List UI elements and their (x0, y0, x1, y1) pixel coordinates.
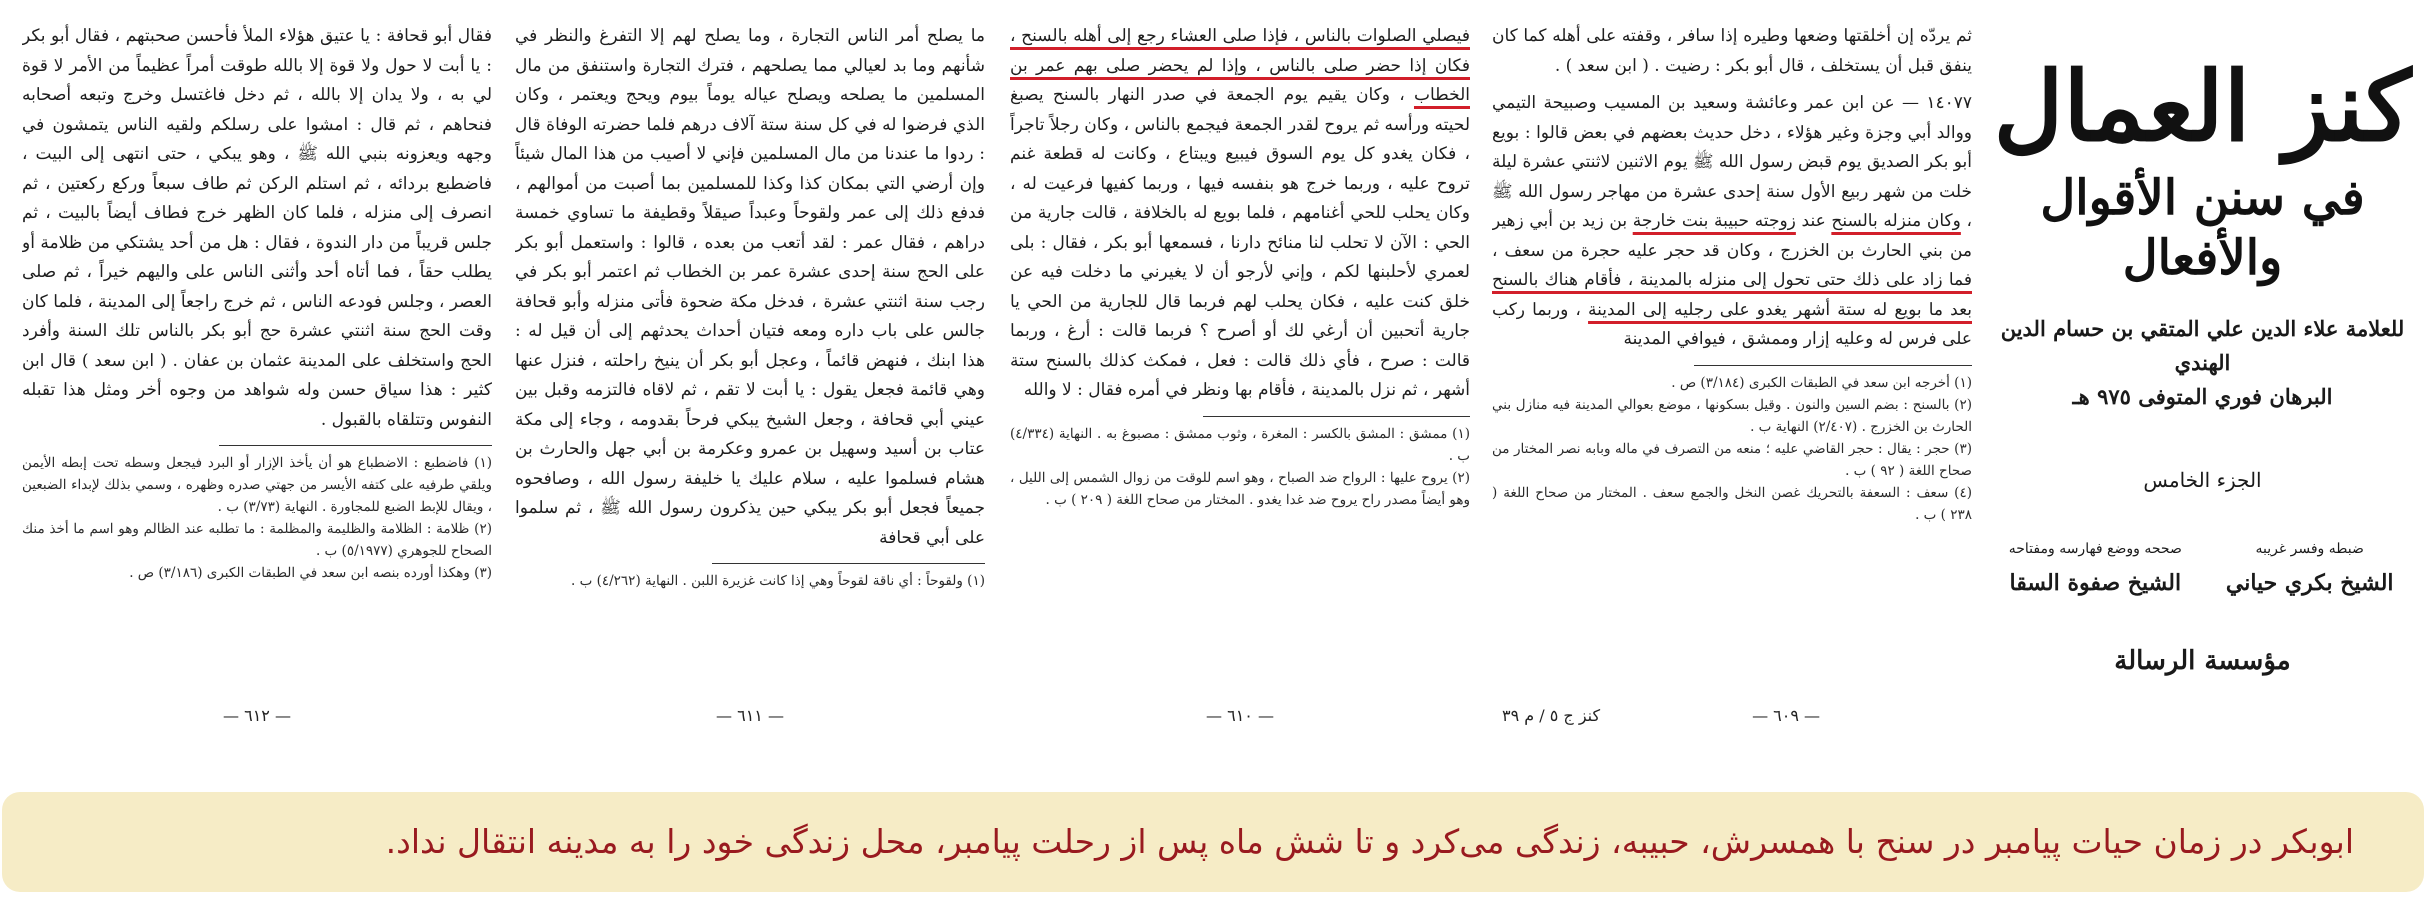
page-611-paragraph-1: ما يصلح أمر الناس التجارة ، وما يصلح لهم إلا التفرغ والنظر في شأنهم وما بد لعيالي مما يصلحهم ، فترك التجارة واستنفق من مال المسلمين ما يصلحه ويصلح عياله يوماً بيوم ويحج ويعتمر ، وكان الذي فرضوا له في كل سنة ستة آلاف درهم فلما حضرته الوفاة قال : ردوا ما عندنا من مال المسلمين فإني لا أصيب من هذا المال شيئاً وإن أرضي التي بمكان كذا وكذا للمسلمين بما أصبت من أموالهم ، فدفع ذلك إلى عمر ولقوحاً وعبداً صيقلاً وقطيفة ما تساوي خمسة دراهم ، فقال عمر : لقد أتعب من بعده ، قالوا : واستعمل أبو بكر على الحج سنة إحدى عشرة عمر بن الخطاب ثم اعتمر أبو بكر في رجب سنة اثنتي عشرة ، فدخل مكة ضحوة فأتى منزله وأبو قحافة جالس على باب داره ومعه فتيان أحداث يحدثهم إلى أن قيل له : هذا ابنك ، فنهض قائماً ، وعجل أبو بكر أن ينيخ راحلته ، فنزل عنها وهي قائمة فجعل يقول : يا أبت لا تقم ، ثم لاقاه فالتزمه وقبل بين عيني أبي قحافة ، وجعل الشيخ يبكي فرحاً بقدومه ، وجاء إلى مكة عتاب بن أسيد وسهيل بن عمرو وعكرمة بن أبي جهل والحارث بن هشام فسلموا عليه ، سلام عليك يا خليفة رسول الله ، وصافحوه جميعاً فجعل أبو بكر يبكي حين يذكرون رسول الله ﷺ ، ثم سلموا على أبي قحافة (515, 26, 985, 548)
highlight-prayer-leader: فيصلي الصلوات بالناس ، فإذا صلى العشاء رجع إلى أهله بالسنح ، فكان إذا حضر صلى بالناس ، وإذا لم يحضر صلى بهم عمر بن الخطاب (1010, 26, 1470, 105)
footnote-2: (٢) ظلامة : الظلامة والظليمة والمظلمة : ما تطلبه عند الظالم وهو اسم ما أخذ منك الصحاح للجوهري (٥/١٩٧٧) ب . (22, 521, 492, 559)
footnote-4: (٤) سعف : السعفة بالتحريك غصن النخل والجمع سعف . المختار من صحاح اللغة ( ٢٣٨ ) ب . (1492, 484, 1972, 523)
book-title-calligraphy: كنز العمال (1993, 50, 2412, 163)
page-609 (1492, 22, 1972, 732)
credit-left-role: صححه ووضع فهارسه ومفتاحه (2008, 541, 2182, 557)
page-612-paragraph-1: فقال أبو قحافة : يا عتيق هؤلاء الملأ فأحسن صحبتهم ، فقال أبو بكر : يا أبت لا حول ولا قوة إلا بالله طوقت أمراً عظيماً من الأمر لا قوة لي به ، ولا يدان إلا بالله ، ثم دخل فاغتسل وخرج وتبعه أصحابه فنحاهم ، ثم قال : امشوا على رسلكم ولقيه الناس يتمشون في وجهه ويعزونه بنبي الله ﷺ ، وهو يبكي ، حتى انتهى إلى البيت ، فاضطبع بردائه ، ثم استلم الركن ثم طاف سبعاً وركع ركعتين ، ثم انصرف إلى منزله ، فلما كان الظهر خرج فطاف أيضاً بالبيت ، ثم جلس قريباً من دار الندوة ، فقال : هل من أحد يشتكي من ظلامة أو يطلب حقاً ، فما أتاه أحد وأثنى الناس على واليهم خيراً ، ثم صلى العصر ، وجلس فودعه الناس ، ثم خرج راجعاً إلى المدينة ، فلما كان وقت الحج سنة اثنتي عشرة حج أبو بكر بالناس تلك السنة وأفرد الحج واستخلف على المدينة عثمان بن عفان . ( ابن سعد ) قال ابن كثير : هذا سياق حسن وله شواهد من وجوه أخر ومثل هذا تقبله النفوس وتتلقاه بالقبول . (22, 26, 492, 430)
highlight-wife-habiba: زوجته حبيبة بنت خارجة (1632, 211, 1796, 231)
page-number-text: — ٦٠٩ — (1752, 705, 1821, 725)
footnote-1: (١) أخرجه ابن سعد في الطبقات الكبرى (٣/١٨٤) ص . (1671, 374, 1972, 391)
persian-caption: ابوبکر در زمان حیات پیامبر در سنح با همسرش، حبیبه، زندگی می‌کرد و تا شش ماه پس از رحلت پیامبر، محل زندگی خود را به مدینه انتقال نداد. (385, 822, 2354, 861)
footnote-divider (219, 445, 492, 446)
page-610-text: ، وكان يقيم يوم الجمعة في صدر النهار بالسنح يصبغ لحيته ورأسه ثم يروح لقدر الجمعة فيجمع بالناس ، وكان رجلاً تاجراً ، فكان يغدو كل يوم السوق فيبيع ويبتاع ، وكانت له قطعة غنم تروح عليه ، وربما خرج هو بنفسه فيها ، وربما كفيها فرعيت له ، وكان يحلب للحي أغنامهم ، فلما بويع له بالخلافة ، قالت جارية من الحي : الآن لا تحلب لنا منائح دارنا ، فسمعها أبو بكر ، فقال : بلى لعمري لأحلبنها لكم ، وإني لأرجو أن لا يغيرني ما دخلت فيه عن خلق كنت عليه ، فكان يحلب لهم فربما قال للجارية من الحي يا جارية أتحبين أن أرغي لك أو أصرح ؟ فربما قالت : أرغ ، وربما قالت : صرح ، فأي ذلك قالت : فعل ، فمكث كذلك بالسنح ستة أشهر ، ثم نزل بالمدينة ، فأقام بها ونظر في أمره فقال : لا والله (1010, 85, 1470, 400)
page-611 (515, 22, 985, 732)
credit-right (2218, 538, 2401, 600)
footnote-divider (1203, 416, 1470, 417)
footnote-2: (٢) يروح عليها : الرواح ضد الصباح ، وهو اسم للوقت من زوال الشمس إلى الليل ، وهو أيضاً مصدر راح يروح ضد غدا يغدو . المختار من صحاح اللغة ( ٢٠٩ ) ب . (1010, 469, 1470, 508)
footnote-2: (٢) بالسنح : بضم السين والنون . وقيل بسكونها ، موضع بعوالي المدينة فيه منازل بني الحارث بن الخزرج . (٢/٤٠٧) النهاية ب . (1492, 396, 1972, 435)
editor-credits (1990, 538, 2415, 600)
footnote-divider (1694, 365, 1972, 366)
footnote-1: (١) فاضطبع : الاضطباع هو أن يأخذ الإزار أو البرد فيجعل وسطه تحت إبطه الأيمن ويلقي طرفيه على كتفه الأيسر من جهتي صدره وظهره ، وسمي بذلك لإبداء الضبعين ، ويقال للإبط الضبع للمجاورة . النهاية (٣/٧٣) ب . (22, 455, 492, 515)
hadith-14077-text: ١٤٠٧٧ — عن ابن عمر وعائشة وسعيد بن المسيب وصبيحة التيمي ووالد أبي وجزة وغير هؤلاء ، دخل حديث بعضهم في بعض قالوا : بويع أبو بكر الصديق يوم قبض رسول الله ﷺ يوم الاثنين لاثنتي عشرة ليلة خلت من شهر ربيع الأول سنة إحدى عشرة من مهاجر رسول الله ﷺ ، (1492, 93, 1972, 231)
page-610 (1010, 22, 1470, 732)
footnote-3: (٣) وهكذا أورده بنصه ابن سعد في الطبقات الكبرى (٣/١٨٦) ص . (129, 565, 492, 581)
credit-right-name: الشيخ بكري حياني (2225, 570, 2394, 596)
page-609-paragraph-1: ثم يردّه إن أخلقتها وضعها وطيره إذا سافر ، وقفته على أهله كما كان ينفق قبل أن يستخلف ، قال أبو بكر : رضيت . ( ابن سعد ) . (1492, 26, 1972, 76)
page-609-paragraph-2 (1492, 89, 1972, 355)
page-610-paragraph-1 (1010, 22, 1470, 406)
book-subtitle: في سنن الأقوال والأفعال (2040, 170, 2365, 286)
page-609-text-fragment-2: بن زيد بن أبي زهير من بني الحارث بن الخزرج ، وكان قد حجر عليه حجرة من سعف ، (1492, 211, 1972, 261)
footnote-divider (712, 563, 985, 564)
page-609-text-fragment-1: عند (1801, 211, 1826, 231)
page-number-612: — ٦١٢ — (223, 705, 291, 725)
footnote-3: (٣) حجر : يقال : حجر القاضي عليه ؛ منعه من التصرف في ماله وبابه نصر المختار من صحاح اللغة ( ٩٢ ) ب . (1492, 440, 1972, 479)
publisher-name: مؤسسة الرسالة (2114, 646, 2291, 676)
title-page (1990, 22, 2415, 742)
page-612 (22, 22, 492, 732)
footnote-1: (١) ممشق : المشق بالكسر : المغرة ، وثوب ممشق : مصبوغ به . النهاية (٤/٣٣٤) ب . (1010, 425, 1470, 464)
credit-left (2004, 538, 2187, 600)
volume-label: الجزء الخامس (2143, 468, 2262, 492)
highlight-residence-sunh: وكان منزله بالسنح (1831, 211, 1961, 231)
footnote-1: (١) ولقوحاً : أي ناقة لقوحاً وهي إذا كانت غزيرة اللبن . النهاية (٤/٢٦٢) ب . (571, 573, 985, 589)
signature-mark: كنز ج ٥ / م ٣٩ (1502, 705, 1601, 725)
credit-right-role: ضبطه وفسر غريبه (2255, 541, 2364, 557)
page-number-609 (1492, 701, 1972, 731)
page-number-611: — ٦١١ — (716, 705, 784, 725)
caption-bar (2, 792, 2424, 892)
page-609-text-fragment-3: ، وربما ركب على فرس له وعليه إزار وممشق ، فيوافي المدينة (1492, 299, 1972, 349)
author-line-2: البرهان فوري المتوفى ٩٧٥ هـ (2072, 384, 2333, 409)
highlight-six-months: فما زاد على ذلك حتى تحول إلى منزله بالمدينة ، فأقام هناك بالسنح بعد ما بويع له ستة أشهر يغدو على رجليه إلى المدينة (1492, 270, 1972, 320)
credit-left-name: الشيخ صفوة السقا (2009, 570, 2182, 596)
author-line-1: للعلامة علاء الدين علي المتقي بن حسام الدين الهندي (2000, 316, 2405, 375)
page-number-610: — ٦١٠ — (1206, 705, 1274, 725)
